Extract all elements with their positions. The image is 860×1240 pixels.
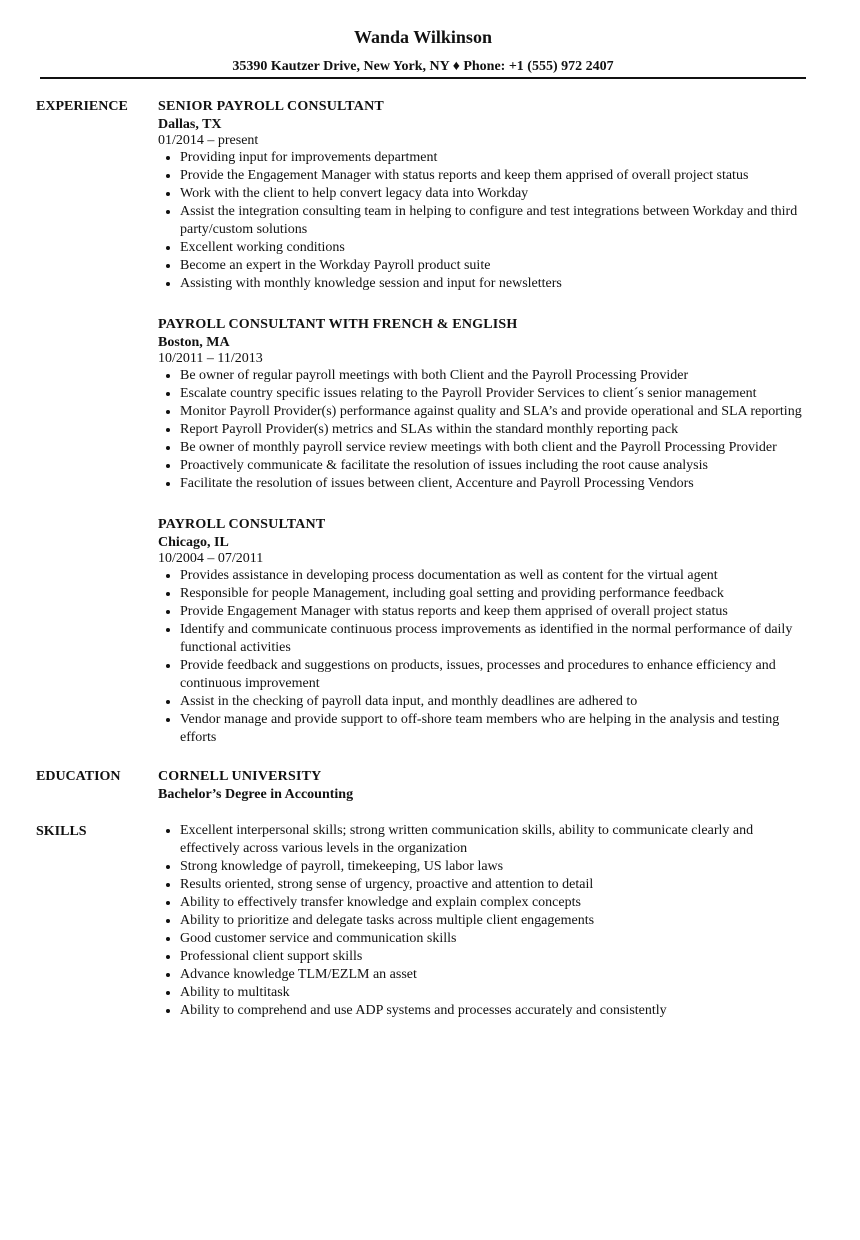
job-location: Dallas, TX <box>158 117 222 132</box>
job-entry <box>158 315 810 493</box>
skill-item: Advance knowledge TLM/EZLM an asset <box>180 966 810 984</box>
education-school: CORNELL UNIVERSITY <box>158 769 322 784</box>
bullet-item: Facilitate the resolution of issues between client, Accenture and Payroll Processing Vendors <box>180 475 810 493</box>
section-label-education: EDUCATION <box>36 769 121 784</box>
bullet-item: Provide Engagement Manager with status reports and keep them apprised of overall project status <box>180 603 810 621</box>
bullet-item: Monitor Payroll Provider(s) performance against quality and SLA’s and provide operational and SLA reporting <box>180 403 810 421</box>
job-entry <box>158 97 810 293</box>
bullet-item: Assist the integration consulting team in helping to configure and test integrations between Workday and third party/custom solutions <box>180 203 810 239</box>
bullet-item: Report Payroll Provider(s) metrics and SLAs within the standard monthly reporting pack <box>180 421 810 439</box>
section-label-experience: EXPERIENCE <box>36 99 128 114</box>
experience-section <box>36 97 810 747</box>
education-body <box>158 767 810 804</box>
job-title: PAYROLL CONSULTANT <box>158 517 326 532</box>
bullet-item: Be owner of regular payroll meetings with both Client and the Payroll Processing Provider <box>180 367 810 385</box>
resume-content <box>36 97 810 1020</box>
skill-item: Ability to multitask <box>180 984 810 1002</box>
skill-item: Ability to effectively transfer knowledge and explain complex concepts <box>180 894 810 912</box>
job-bullets <box>158 367 810 493</box>
skill-item: Professional client support skills <box>180 948 810 966</box>
bullet-item: Provide the Engagement Manager with status reports and keep them apprised of overall project status <box>180 167 810 185</box>
bullet-item: Provide feedback and suggestions on products, issues, processes and procedures to enhance efficiency and continuous improvement <box>180 657 810 693</box>
job-title: SENIOR PAYROLL CONSULTANT <box>158 99 384 114</box>
job-dates: 10/2004 – 07/2011 <box>158 551 264 566</box>
skill-item: Results oriented, strong sense of urgency, proactive and attention to detail <box>180 876 810 894</box>
bullet-item: Be owner of monthly payroll service review meetings with both client and the Payroll Processing Provider <box>180 439 810 457</box>
skill-item: Ability to comprehend and use ADP systems and processes accurately and consistently <box>180 1002 810 1020</box>
bullet-item: Responsible for people Management, including goal setting and providing performance feedback <box>180 585 810 603</box>
bullet-item: Providing input for improvements department <box>180 149 810 167</box>
candidate-name: Wanda Wilkinson <box>354 27 492 47</box>
bullet-item: Proactively communicate & facilitate the resolution of issues including the root cause analysis <box>180 457 810 475</box>
job-entry <box>158 515 810 747</box>
job-location: Chicago, IL <box>158 535 229 550</box>
skills-list <box>158 822 810 1020</box>
skill-item: Good customer service and communication skills <box>180 930 810 948</box>
skill-item: Strong knowledge of payroll, timekeeping, US labor laws <box>180 858 810 876</box>
bullet-item: Assist in the checking of payroll data input, and monthly deadlines are adhered to <box>180 693 810 711</box>
job-dates: 10/2011 – 11/2013 <box>158 351 263 366</box>
experience-body <box>158 97 810 747</box>
bullet-item: Assisting with monthly knowledge session and input for newsletters <box>180 275 810 293</box>
job-location: Boston, MA <box>158 335 230 350</box>
bullet-item: Work with the client to help convert legacy data into Workday <box>180 185 810 203</box>
header-divider <box>40 77 806 79</box>
job-bullets <box>158 149 810 293</box>
skill-item: Ability to prioritize and delegate tasks across multiple client engagements <box>180 912 810 930</box>
bullet-item: Excellent working conditions <box>180 239 810 257</box>
bullet-item: Identify and communicate continuous process improvements as identified in the normal performance of daily functional activities <box>180 621 810 657</box>
section-label-skills: SKILLS <box>36 824 87 839</box>
skill-item: Excellent interpersonal skills; strong written communication skills, ability to communicate clearly and effectively across various levels in the organization <box>180 822 810 858</box>
skills-body <box>158 822 810 1020</box>
job-title: PAYROLL CONSULTANT WITH FRENCH & ENGLISH <box>158 317 518 332</box>
job-dates: 01/2014 – present <box>158 133 259 148</box>
bullet-item: Become an expert in the Workday Payroll product suite <box>180 257 810 275</box>
job-bullets <box>158 567 810 747</box>
education-degree: Bachelor’s Degree in Accounting <box>158 787 354 802</box>
bullet-item: Vendor manage and provide support to off-shore team members who are helping in the analysis and testing efforts <box>180 711 810 747</box>
education-section <box>36 767 810 804</box>
bullet-item: Escalate country specific issues relating to the Payroll Provider Services to client´s senior management <box>180 385 810 403</box>
bullet-item: Provides assistance in developing process documentation as well as content for the virtual agent <box>180 567 810 585</box>
contact-line: 35390 Kautzer Drive, New York, NY ♦ Phone: +1 (555) 972 2407 <box>232 59 614 74</box>
skills-section <box>36 822 810 1020</box>
